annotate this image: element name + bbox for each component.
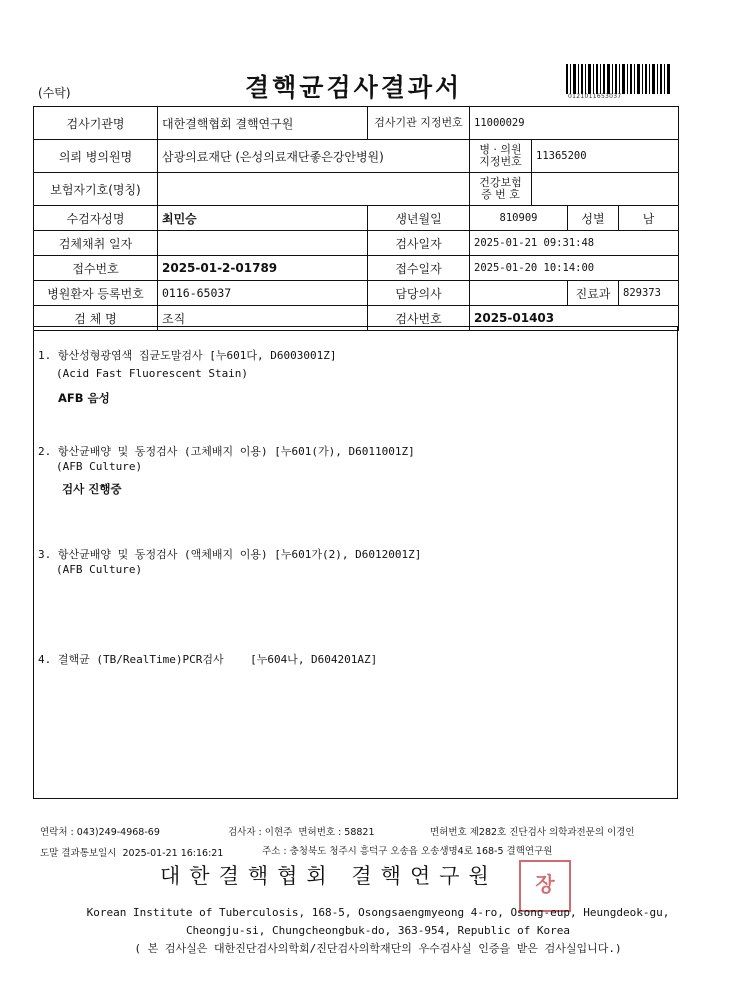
lab-name-label: 검사기관명 xyxy=(34,107,158,140)
page-title: 결핵균검사결과서 xyxy=(245,73,463,102)
sex-value: 남 xyxy=(619,206,679,231)
result-item-2: 2. 항산균배양 및 동정검사 (고체배지 이용) [누601(가), D6011001Z] xyxy=(38,445,415,458)
contact-info: 연락처 : 043)249-4968-69 xyxy=(40,827,160,838)
test-date: 2025-01-21 09:31:48 xyxy=(470,231,679,256)
address-en-line-2: Cheongju-si, Chungcheongbuk-do, 363-954, Republic of Korea xyxy=(185,924,571,937)
client-label: 의뢰 병의원명 xyxy=(34,140,158,173)
dob-value: 810909 xyxy=(470,206,568,231)
test-number: 2025-01403 xyxy=(470,306,679,331)
health-ins-value xyxy=(532,173,679,206)
result-item-3-sub: (AFB Culture) xyxy=(56,563,143,576)
patient-label: 수검자성명 xyxy=(34,206,158,231)
lab-name: 대한결핵협회 결핵연구원 xyxy=(158,107,368,140)
clinic-code-label: 병 · 의원 지정번호 xyxy=(470,140,532,173)
specimen-label: 검 체 명 xyxy=(34,306,158,331)
clinic-code: 11365200 xyxy=(532,140,679,173)
result-item-2-value: 검사 진행중 xyxy=(62,482,122,496)
doctor-label: 담당의사 xyxy=(368,281,470,306)
barcode-number: 0121011653037 xyxy=(568,93,622,100)
accession-label: 접수번호 xyxy=(34,256,158,281)
receipt-mark: (수탁) xyxy=(38,86,71,100)
insurer-label: 보험자기호(명칭) xyxy=(34,173,158,206)
receipt-date-label: 접수일자 xyxy=(368,256,470,281)
results-box xyxy=(33,326,678,799)
insurer-value xyxy=(158,173,470,206)
result-item-4: 4. 결핵균 (TB/RealTime)PCR검사 [누604나, D604201AZ] xyxy=(38,653,378,666)
patient-name: 최민승 xyxy=(158,206,368,231)
specimen-value: 조직 xyxy=(158,306,368,331)
receipt-date: 2025-01-20 10:14:00 xyxy=(470,256,679,281)
chart-number: 0116-65037 xyxy=(158,281,368,306)
institute-name: 대한결핵협회 결핵연구원 xyxy=(160,864,498,888)
dept-label: 진료과 xyxy=(568,281,619,306)
result-item-1: 1. 항산성형광염색 집균도말검사 [누601다, D6003001Z] xyxy=(38,349,337,362)
certification-note: ( 본 검사실은 대한진단검사의학회/진단검사의학재단의 우수검사실 인증을 받은 검사실입니다.) xyxy=(134,942,622,955)
client-name: 삼광의료재단 (은성의료재단좋은강안병원) xyxy=(158,140,470,173)
result-item-2-sub: (AFB Culture) xyxy=(56,460,143,473)
lab-code: 11000029 xyxy=(470,107,679,140)
test-date-label: 검사일자 xyxy=(368,231,470,256)
doctor-value xyxy=(470,281,568,306)
dept-value: 829373 xyxy=(619,281,679,306)
collect-date-label: 검체채취 일자 xyxy=(34,231,158,256)
address-en-line-1: Korean Institute of Tuberculosis, 168-5, Osongsaengmyeong 4-ro, Osong-eup, Heungdeok-gu, xyxy=(86,906,670,919)
report-time: 도말 결과통보일시 2025-01-21 16:16:21 xyxy=(40,848,224,859)
health-ins-label: 건강보험 증 번 호 xyxy=(470,173,532,206)
official-seal: 장 xyxy=(519,860,571,912)
result-item-1-sub: (Acid Fast Fluorescent Stain) xyxy=(56,367,249,380)
result-item-1-value: AFB 음성 xyxy=(58,391,110,405)
collect-date xyxy=(158,231,368,256)
chart-number-label: 병원환자 등록번호 xyxy=(34,281,158,306)
sex-label: 성별 xyxy=(568,206,619,231)
barcode-icon xyxy=(566,64,672,94)
accession-number: 2025-01-2-01789 xyxy=(158,256,368,281)
test-number-label: 검사번호 xyxy=(368,306,470,331)
license-info: 면허번호 제282호 진단검사 의학과전문의 이경인 xyxy=(430,827,635,838)
info-table xyxy=(33,106,679,331)
lab-code-label: 검사기관 지정번호 xyxy=(368,107,470,140)
result-item-3: 3. 항산균배양 및 동정검사 (액체배지 이용) [누601가(2), D6012001Z] xyxy=(38,548,422,561)
address-ko: 주소 : 충청북도 청주시 흥덕구 오송읍 오송생명4로 168-5 결핵연구원 xyxy=(262,846,553,857)
tester-info: 검사자 : 이현주 면허번호 : 58821 xyxy=(228,827,375,838)
dob-label: 생년월일 xyxy=(368,206,470,231)
